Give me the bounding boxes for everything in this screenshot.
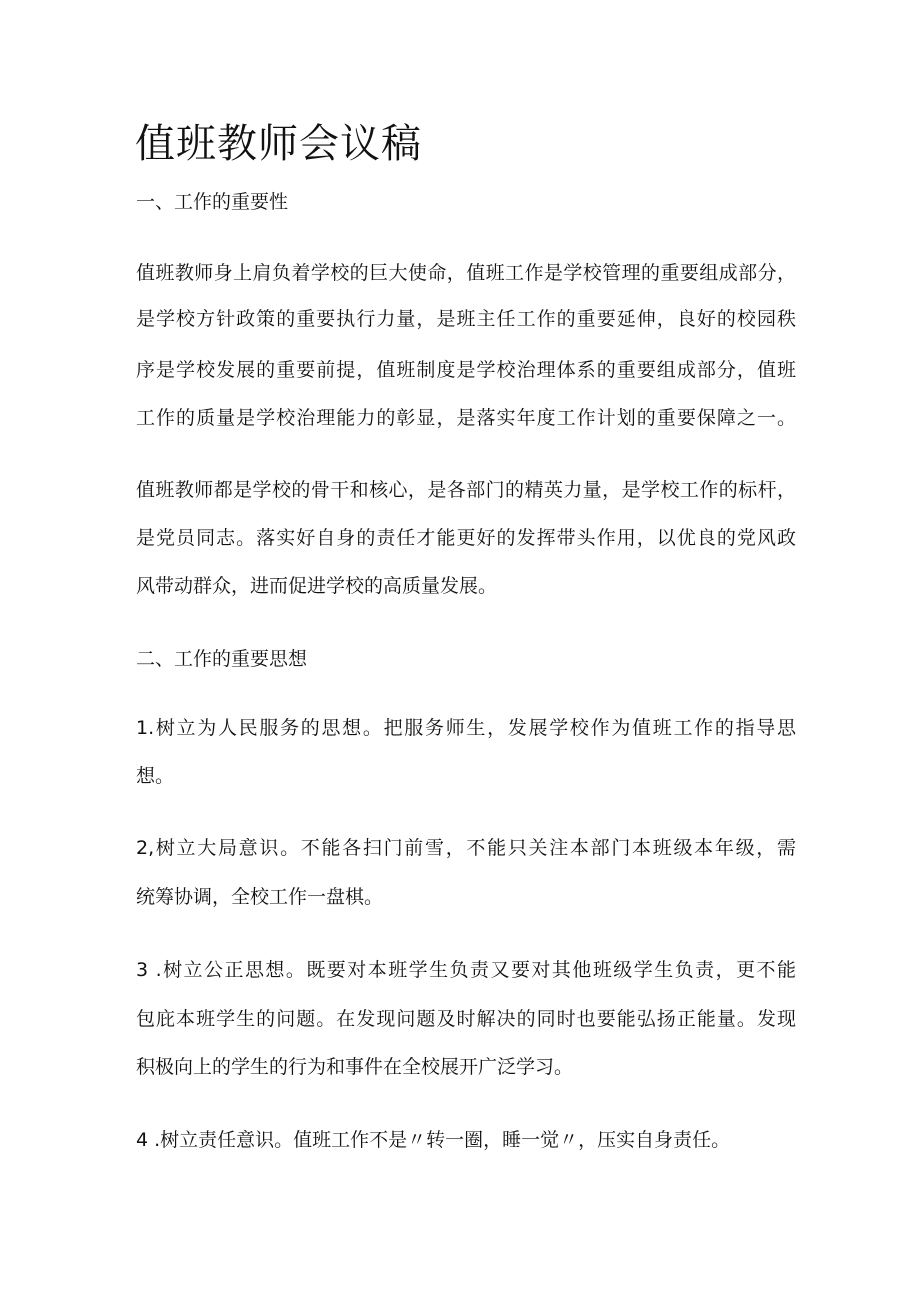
text-line: 3 .树立公正思想。既要对本班学生负责又要对其他班级学生负责，更不能 — [136, 959, 796, 981]
text-line: 序是学校发展的重要前提，值班制度是学校治理体系的重要组成部分，值班 — [136, 359, 796, 381]
text-line: 想。 — [136, 765, 175, 787]
text-line: 统筹协调，全校工作一盘棋。 — [136, 886, 384, 908]
text-line: 4 .树立责任意识。值班工作不是〃转一圈，睡一觉〃，压实自身责任。 — [136, 1129, 731, 1151]
text-line: 是党员同志。落实好自身的责任才能更好的发挥带头作用，以优良的党风政 — [136, 527, 796, 549]
text-line: 风带动群众，进而促进学校的高质量发展。 — [136, 575, 498, 597]
text-line: 积极向上的学生的行为和事件在全校展开广泛学习。 — [136, 1056, 574, 1078]
document-title: 值班教师会议稿 — [135, 121, 422, 167]
text-line: 工作的质量是学校治理能力的彰显，是落实年度工作计划的重要保障之一。 — [136, 407, 796, 429]
text-line: 是学校方针政策的重要执行力量，是班主任工作的重要延伸，良好的校园秩 — [136, 308, 796, 330]
section-heading-thoughts: 二、工作的重要思想 — [136, 648, 308, 670]
text-line: 2,树立大局意识。不能各扫门前雪，不能只关注本部门本班级本年级，需 — [136, 837, 796, 859]
text-line: 包庇本班学生的问题。在发现问题及时解决的同时也要能弘扬正能量。发现 — [136, 1008, 796, 1030]
text-line: 值班教师都是学校的骨干和核心，是各部门的精英力量，是学校工作的标杆， — [136, 479, 796, 501]
section-heading-importance: 一、工作的重要性 — [136, 191, 289, 213]
text-line: 1.树立为人民服务的思想。把服务师生，发展学校作为值班工作的指导思 — [136, 717, 796, 739]
text-line: 值班教师身上肩负着学校的巨大使命，值班工作是学校管理的重要组成部分， — [136, 262, 796, 284]
